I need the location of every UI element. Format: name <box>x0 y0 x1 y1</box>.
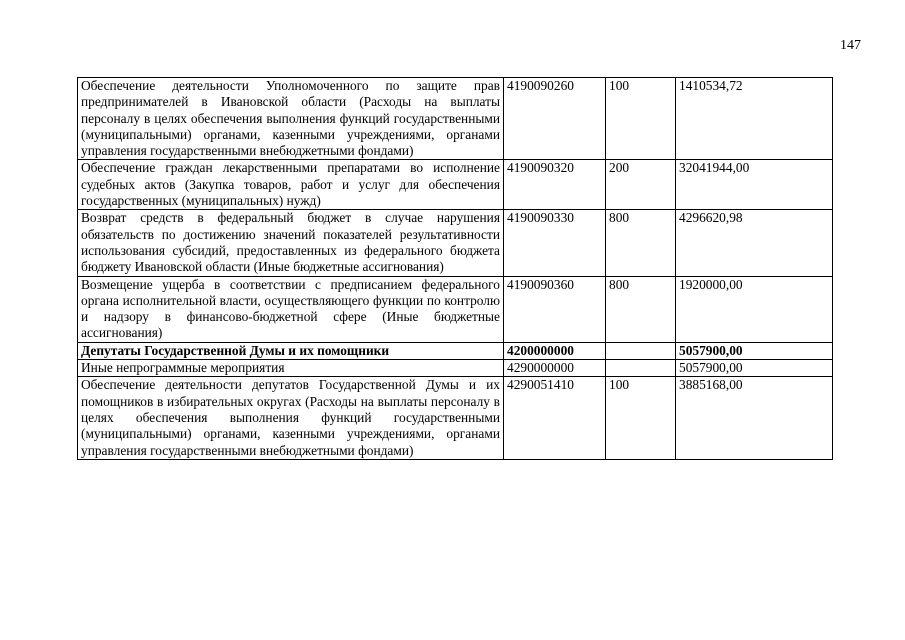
table-row <box>78 276 833 342</box>
table-row <box>78 210 833 276</box>
target-code: 4200000000 <box>504 342 606 359</box>
table-row <box>78 160 833 210</box>
expense-name: Депутаты Государственной Думы и их помощники <box>78 342 504 359</box>
target-code: 4190090360 <box>504 276 606 342</box>
target-code: 4190090320 <box>504 160 606 210</box>
amount: 4296620,98 <box>676 210 833 276</box>
expense-name: Обеспечение деятельности депутатов Государственной Думы и их помощников в избирательных округах (Расходы на выплаты персоналу в целях обеспечения выполнения функций государственными (муниципальными) органами, казенными учреждениями, органами управления государственными внебюджетными фондами) <box>78 377 504 459</box>
target-code: 4290000000 <box>504 360 606 377</box>
expense-type-code <box>606 342 676 359</box>
table-row <box>78 377 833 459</box>
expense-name: Обеспечение деятельности Уполномоченного по защите прав предпринимателей в Ивановской области (Расходы на выплаты персоналу в целях обеспечения выполнения функций государственными (муниципальными) органами, казенными учреждениями, органами управления государственными внебюджетными фондами) <box>78 78 504 160</box>
budget-table <box>77 77 833 460</box>
amount: 1920000,00 <box>676 276 833 342</box>
amount: 32041944,00 <box>676 160 833 210</box>
amount: 5057900,00 <box>676 360 833 377</box>
page-number: 147 <box>840 38 861 53</box>
expense-type-code: 200 <box>606 160 676 210</box>
expense-name: Возмещение ущерба в соответствии с предписанием федерального органа исполнительной власти, осуществляющего функции по контролю и надзору в финансово-бюджетной сфере (Иные бюджетные ассигнования) <box>78 276 504 342</box>
table-row <box>78 78 833 160</box>
target-code: 4290051410 <box>504 377 606 459</box>
expense-type-code: 100 <box>606 377 676 459</box>
expense-name: Иные непрограммные мероприятия <box>78 360 504 377</box>
amount: 1410534,72 <box>676 78 833 160</box>
table-row <box>78 342 833 359</box>
expense-type-code <box>606 360 676 377</box>
target-code: 4190090330 <box>504 210 606 276</box>
expense-type-code: 100 <box>606 78 676 160</box>
expense-type-code: 800 <box>606 210 676 276</box>
table-row <box>78 360 833 377</box>
expense-name: Возврат средств в федеральный бюджет в случае нарушения обязательств по достижению значений показателей результативности использования субсидий, предоставленных из федерального бюджета бюджету Ивановской области (Иные бюджетные ассигнования) <box>78 210 504 276</box>
expense-type-code: 800 <box>606 276 676 342</box>
target-code: 4190090260 <box>504 78 606 160</box>
amount: 3885168,00 <box>676 377 833 459</box>
amount: 5057900,00 <box>676 342 833 359</box>
expense-name: Обеспечение граждан лекарственными препаратами во исполнение судебных актов (Закупка товаров, работ и услуг для обеспечения государственных (муниципальных) нужд) <box>78 160 504 210</box>
